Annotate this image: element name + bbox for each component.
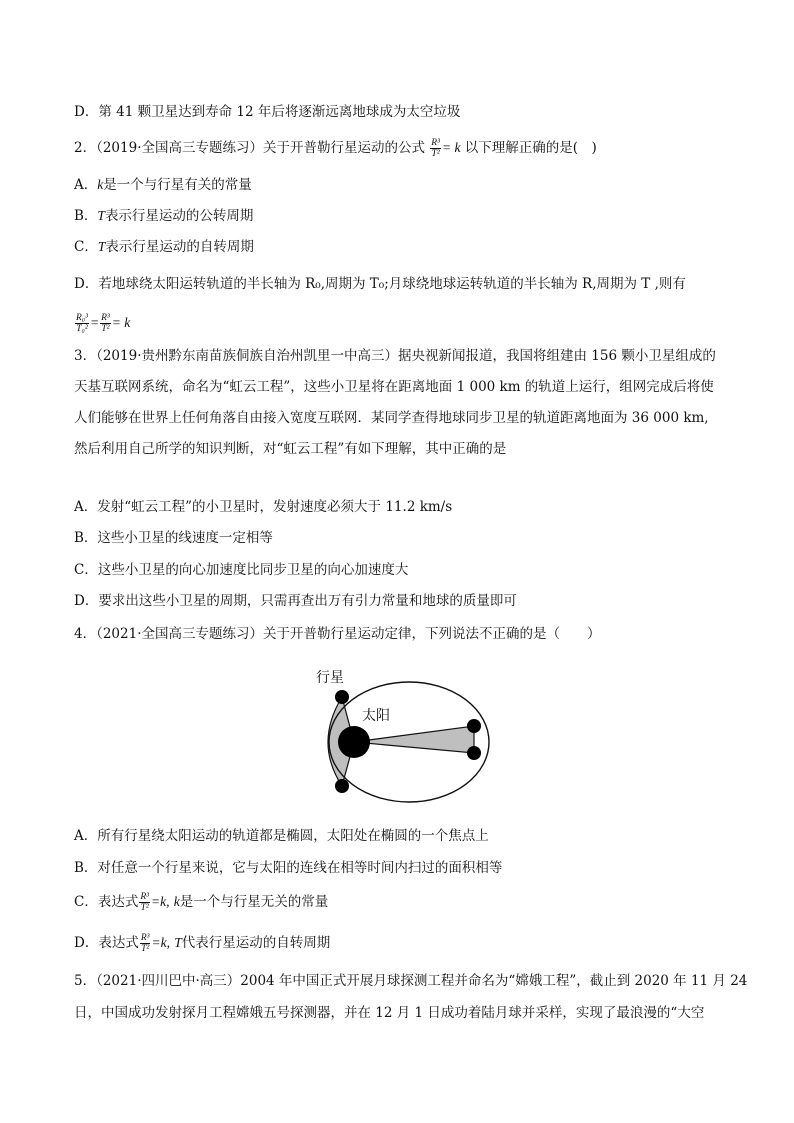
numerator: R₀³	[76, 313, 88, 323]
q2-stem	[74, 138, 597, 159]
q2-option-b	[74, 207, 253, 225]
fraction-r0-t0	[75, 313, 89, 334]
q4-stem: 4．（2021·全国高三专题练习）关于开普勒行星运动定律，下列说法不正确的是（ ）	[74, 626, 601, 642]
option-label: C．	[74, 239, 98, 255]
denominator: T²	[141, 944, 150, 954]
equals-k: = k	[111, 315, 131, 330]
sun-label: 太阳	[362, 708, 390, 724]
numerator: R³	[140, 933, 150, 943]
planet-label: 行星	[316, 670, 344, 686]
option-text: 表示行星运动的自转周期	[105, 239, 254, 255]
option-label: C．表达式	[74, 894, 139, 910]
q4-option-a: A．所有行星绕太阳运动的轨道都是椭圆，太阳处在椭圆的一个焦点上	[74, 828, 489, 844]
denominator: T₀²	[76, 324, 88, 334]
planet-dot-right-top	[467, 719, 481, 733]
fraction-r-t	[100, 313, 111, 334]
denominator: T²	[101, 324, 110, 334]
option-text: 是一个与行星有关的常量	[103, 177, 252, 193]
q4-option-c	[74, 892, 328, 913]
sun-circle	[338, 726, 370, 758]
kepler-formula-fraction	[430, 138, 441, 159]
q3-line-2: 天基互联网系统，命名为“虹云工程”，这些小卫星将在距离地面 1 000 km 的轨道上运行，组网完成后将使	[74, 379, 714, 395]
q2-stem-pre: 2．（2019·全国高三专题练习）关于开普勒行星运动的公式	[74, 140, 425, 156]
variable-t: T	[97, 208, 105, 223]
option-label: D．表达式	[74, 935, 139, 951]
q2-option-d-formula: $\frac{\text{R₀³}}{\text{T₀²}}$ = $\frac{\text{R³}}{\text{T²}}$ = k	[76, 313, 131, 334]
q2-option-c	[74, 238, 254, 256]
fraction-r-t	[139, 892, 150, 913]
equals-k: =k,	[151, 935, 170, 950]
q3-option-c: C．这些小卫星的向心加速度比同步卫星的向心加速度大	[74, 562, 409, 578]
q2-stem-post: 以下理解正确的是( )	[464, 140, 597, 156]
q4-option-d	[74, 933, 330, 954]
fraction-r-t	[140, 933, 151, 954]
planet-dot-right-bottom	[467, 746, 481, 760]
option-label: B．	[74, 208, 98, 224]
q3-line-1: 3．（2019·贵州黔东南苗族侗族自治州凯里一中高三）据央视新闻报道，我国将组建由 156 颗小卫星组成的	[74, 348, 716, 364]
planet-dot-top	[335, 690, 349, 704]
q2-option-a	[74, 176, 252, 194]
q4-option-b: B．对任意一个行星来说，它与太阳的连线在相等时间内扫过的面积相等	[74, 860, 503, 876]
variable-k: k	[97, 177, 104, 192]
planet-dot-bottom	[335, 779, 349, 793]
variable-t: T	[97, 239, 106, 254]
q3-line-3: 人们能够在世界上任何角落自由接入宽度互联网．某同学查得地球同步卫星的轨道距离地面为 36 000 km,	[74, 410, 709, 426]
q3-line-4: 然后利用自己所学的知识判断，对“虹云工程”有如下理解，其中正确的是	[74, 441, 507, 457]
option-text: 代表行星运动的自转周期	[181, 935, 331, 951]
q3-option-b: B．这些小卫星的线速度一定相等	[74, 530, 273, 546]
formula-denominator: T²	[431, 149, 440, 159]
swept-area-right	[354, 726, 474, 753]
q3-option-d: D．要求出这些小卫星的周期，只需再查出万有引力常量和地球的质量即可	[74, 593, 517, 609]
variable-t: T	[174, 935, 182, 950]
equals-k: =k,	[151, 894, 170, 909]
formula-numerator: R³	[431, 138, 440, 148]
numerator: R³	[140, 892, 149, 902]
q5-line-2: 日，中国成功发射探月工程嫦娥五号探测器，并在 12 月 1 日成功着陆月球并采样，实现了最浪漫的“大空	[74, 1005, 705, 1021]
numerator: R³	[101, 313, 110, 323]
variable-k: k	[173, 894, 180, 909]
kepler-orbit-diagram	[312, 665, 502, 805]
option-text: 是一个与行星无关的常量	[179, 894, 329, 910]
option-text: 表示行星运动的公转周期	[104, 208, 254, 224]
formula-equals-k: = k	[441, 140, 461, 155]
denominator: T²	[140, 903, 149, 913]
q5-line-1: 5．（2021·四川巴中·高三）2004 年中国正式开展月球探测工程并命名为“嫦娥工程”，截止到 2020 年 11 月 24	[74, 973, 748, 989]
q3-option-a: A．发射“虹云工程”的小卫星时，发射速度必须大于 11.2 km/s	[74, 499, 453, 515]
option-label: A．	[74, 177, 98, 193]
q2-option-d: D．若地球绕太阳运转轨道的半长轴为 R₀,周期为 T₀;月球绕地球运转轨道的半长轴为 R,周期为 T ,则有	[74, 276, 686, 292]
q1-option-d: D．第 41 颗卫星达到寿命 12 年后将逐渐远离地球成为太空垃圾	[74, 104, 461, 120]
